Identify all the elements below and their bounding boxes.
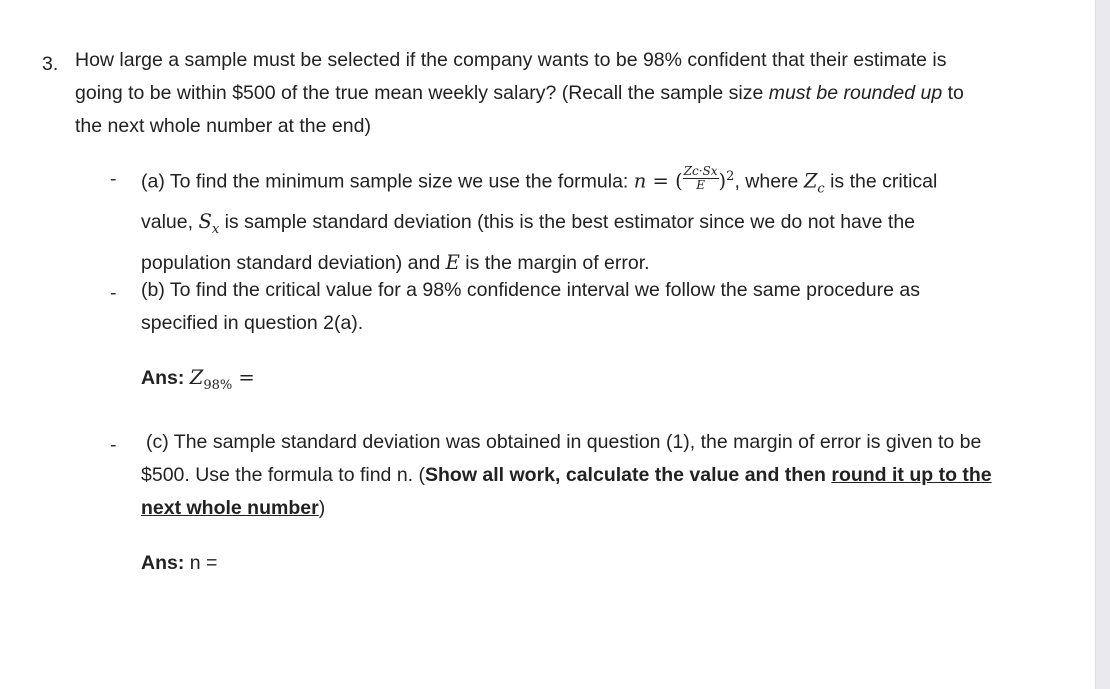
part-c-line-2: [141, 459, 992, 492]
sx-symbol: S: [198, 210, 212, 234]
part-c-formula-text: $500. Use the formula to find n. (: [141, 464, 425, 486]
z-symbol: Z: [189, 366, 204, 389]
close-paren: ): [718, 169, 727, 193]
part-b-answer: [141, 366, 255, 393]
n-symbol: n: [633, 169, 647, 193]
z-subscript: 98%: [203, 377, 233, 393]
rounded-up-emphasis: must be rounded up: [768, 82, 943, 104]
part-c-line-3: [141, 492, 992, 525]
next-whole-number-text: next whole number: [141, 497, 319, 519]
part-a-line-1: [141, 160, 937, 205]
formula-fraction: [683, 165, 719, 192]
zc-symbol: Z: [803, 169, 818, 193]
question-line-2-end: to: [942, 82, 964, 104]
equals-paren: = (: [646, 169, 683, 193]
bullet-dash-b: -: [110, 282, 117, 304]
margin-text: is the margin of error.: [459, 252, 650, 275]
part-c-line-1: (c) The sample standard deviation was obtained in question (1), the margin of error is given to be: [146, 431, 982, 453]
zc-subscript: c: [817, 181, 825, 197]
part-a: [141, 160, 937, 280]
ans-label-c: Ans:: [141, 552, 185, 574]
part-c-cont: [141, 459, 992, 525]
bullet-dash-a: -: [110, 168, 117, 190]
close-paren-c: ): [318, 497, 326, 519]
part-a-intro: (a) To find the minimum sample size we use the formula:: [141, 170, 634, 193]
ans-n-equals: n =: [184, 552, 218, 574]
part-c-answer: [141, 552, 217, 575]
value-text: value,: [141, 211, 199, 234]
show-work-text: Show all work, calculate the value and then: [425, 464, 832, 486]
exponent: 2: [726, 169, 735, 184]
where-text: , where: [734, 170, 804, 193]
question-text: [75, 44, 1065, 143]
population-text: population standard deviation) and: [141, 252, 446, 275]
bullet-dash-c: -: [110, 434, 117, 456]
part-b-line-2: specified in question 2(a).: [141, 312, 364, 334]
question-line-2-text: going to be within $500 of the true mean weekly salary? (Recall the sample size: [75, 82, 769, 104]
right-scrollbar[interactable]: [1095, 0, 1110, 689]
part-b: [141, 274, 920, 340]
sx-subscript: x: [211, 222, 220, 238]
question-line-1: How large a sample must be selected if the company wants to be 98% confident that their estimate is: [75, 49, 947, 71]
round-up-text: round it up to the: [831, 464, 992, 486]
question-number: 3.: [42, 53, 59, 75]
fraction-numerator: Zc·Sx: [683, 163, 718, 178]
question-line-2: [75, 77, 1065, 110]
critical-text: is the critical: [824, 170, 938, 193]
fraction-denominator: E: [696, 177, 705, 192]
ans-equals-b: =: [232, 366, 255, 389]
part-c: [146, 426, 981, 459]
ans-label-b: Ans:: [141, 367, 185, 389]
part-a-line-2: [141, 205, 937, 246]
sx-description: is sample standard deviation (this is the best estimator since we do not have the: [219, 211, 916, 234]
question-line-3: the next whole number at the end): [75, 115, 371, 137]
e-symbol: E: [445, 251, 460, 275]
part-b-line-1: (b) To find the critical value for a 98% confidence interval we follow the same procedure as: [141, 279, 920, 301]
